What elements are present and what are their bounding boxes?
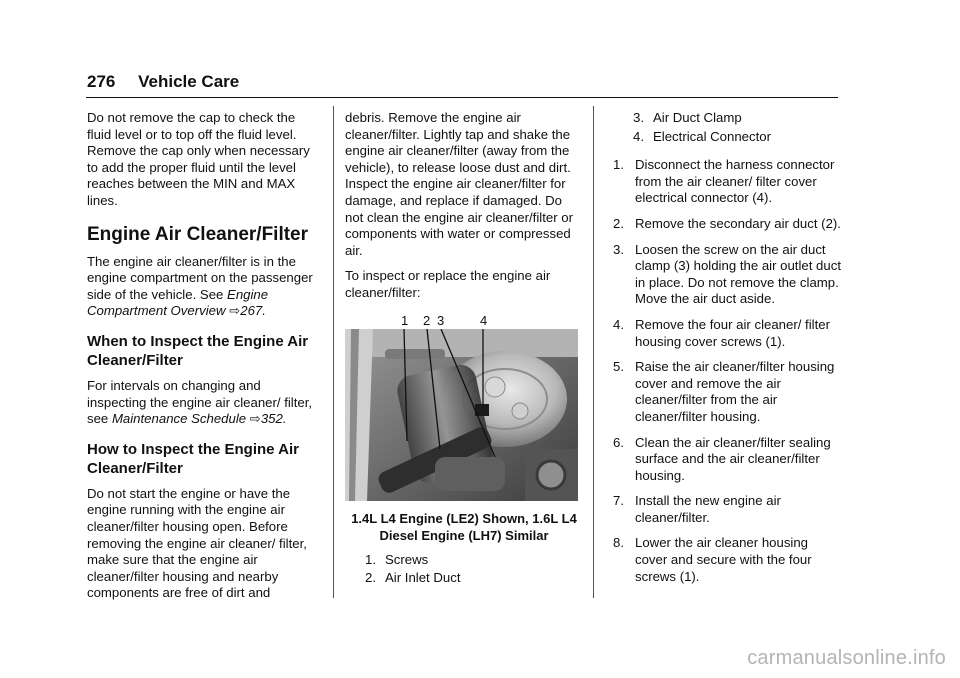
xref-link-engine-compartment[interactable]: Engine Compartment Overview [87,286,269,319]
subheading-when: When to Inspect the Engine Air Cleaner/Filter [87,332,309,369]
page-ref: 352 [260,411,283,427]
legend-item: 1. Screws [365,551,429,567]
page-ref: 267 [240,303,263,319]
step-item: 6. Clean the air cleaner/filter sealing surface and the air cleaner/filter housing. [613,434,831,483]
column-2 [345,110,583,589]
step-item: 8. Lower the air cleaner housing cover and secure with the four screws (1). [613,535,812,584]
page-ref-arrow-icon: ⇨ [249,411,261,427]
callout-4: 4 [480,312,488,328]
legend-item: 4. Electrical Connector [633,128,772,144]
section-title: Vehicle Care [138,72,240,91]
page-header [87,72,239,92]
page-ref-arrow-icon: ⇨ [229,303,241,319]
legend-item: 2. Air Inlet Duct [365,570,461,586]
legend-item: 3. Air Duct Clamp [633,110,742,125]
step-item: 5. Raise the air cleaner/filter housing cover and remove the air cleaner/filter from the air cleaner/filter housing. [613,359,835,424]
watermark: carmanualsonline.info [747,647,946,669]
figure-callout-labels [345,311,583,329]
subheading-how: How to Inspect the Engine Air Cleaner/Filter [87,440,299,477]
precaution-paragraph: Do not start the engine or have the engine running with the engine air cleaner/filter housing open. Before removing the engine air cleaner/ filter, make sure that the engine air cleaner/filter housing and nearby components are free of dirt and [87,485,307,601]
step-item: 4. Remove the four air cleaner/ filter housing cover screws (1). [613,316,830,349]
column-divider-2 [593,106,594,598]
engine-photo-illustration [345,329,578,501]
column-3 [613,110,843,594]
xref-link-maintenance-schedule[interactable]: Maintenance Schedule [111,411,247,427]
inspect-paragraph: debris. Remove the engine air cleaner/filter. Lightly tap and shake the engine air cleaner/filter (away from the vehicle), to release loose dust and dirt. Inspect the engine air cleaner/filter for damage, and replace if damaged. Do not clean the engine air cleaner/filter or components with water or compressed air. [345,110,573,258]
figure-caption: 1.4L L4 Engine (LE2) Shown, 1.6L L4 Diesel Engine (LH7) Similar [351,510,577,543]
step-item: 3. Loosen the screw on the air duct clamp (3) holding the air outlet duct in place. Do not remove the clamp. Move the air duct aside. [613,241,841,307]
location-paragraph: The engine air cleaner/filter is in the engine compartment on the passenger side of the vehicle. See Engine Compartment Overview ⇨267. [87,253,313,319]
step-item: 1. Disconnect the harness connector from the air cleaner/ filter cover electrical connector (4). [613,157,835,206]
callout-1: 1 [401,312,409,328]
header-rule [86,97,838,98]
intro-paragraph: Do not remove the cap to check the fluid level or to top off the fluid level. Remove the cap only when necessary to add the proper fluid until the level reaches between the MIN and MAX lines. [87,110,310,208]
figure-legend [345,552,583,587]
step-item: 7. Install the new engine air cleaner/filter. [613,493,781,525]
column-divider-1 [333,106,334,598]
figure-legend-continued [613,110,843,145]
callout-2: 2 [423,312,431,328]
section-heading: Engine Air Cleaner/Filter [87,223,309,245]
step-item: 2. Remove the secondary air duct (2). [613,215,841,231]
callout-3: 3 [437,312,445,328]
page-number: 276 [87,72,116,91]
procedure-steps [613,157,843,585]
interval-paragraph: For intervals on changing and inspecting the engine air cleaner/ filter, see Maintenance Schedule ⇨352. [87,377,313,427]
replace-intro: To inspect or replace the engine air cleaner/filter: [345,268,551,300]
engine-air-cleaner-photo [345,329,578,501]
column-1 [87,110,323,611]
